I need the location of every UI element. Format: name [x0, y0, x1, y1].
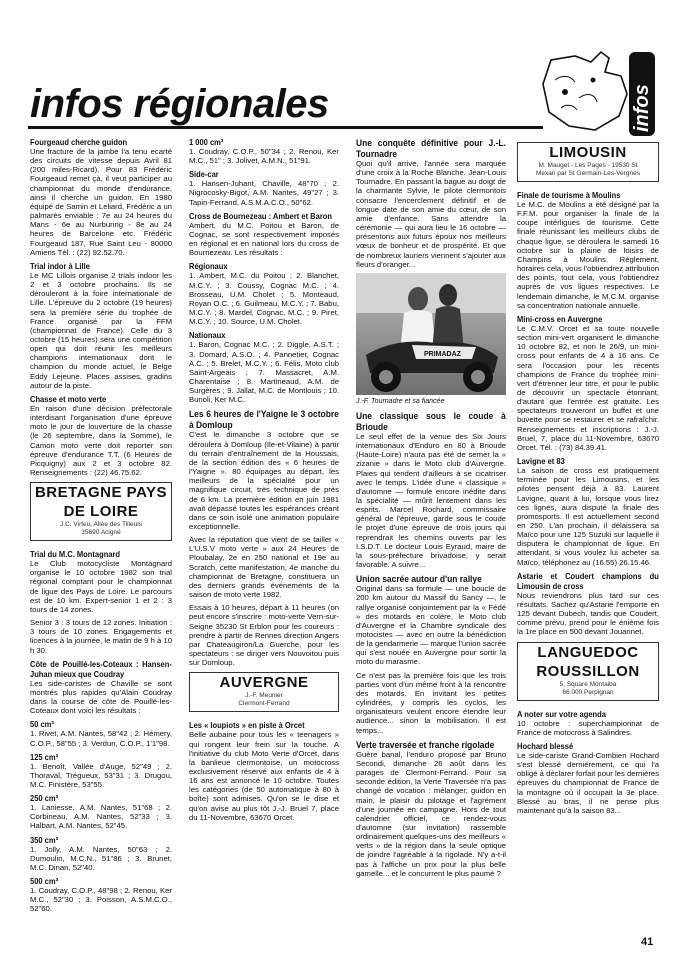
- article-paragraph: Le Club motocycliste Montagnard organise le 10 octobre 1982 son trial régional comptant pour le championnat de ligue des Pays de Loire. Le parcours est de 10 km. Expert-senior 1 et 2 : 3 tours de 14 zones.: [30, 559, 172, 614]
- couple-motorcycle-photo: [356, 273, 506, 395]
- section-heading: Side-car: [189, 169, 219, 180]
- section-heading: Les « loupiots » en piste à Orcet: [189, 720, 305, 731]
- section-heading: 500 cm³: [30, 876, 59, 887]
- article-paragraph: C'est le dimanche 3 octobre que se déroulera à Domloup (Ile-et-Vilaine) à partir du terrain d'entraînement de la Houssais, de la section édition des « 6 heures de l'Yaigne ». 80 équipages au départ, les meilleurs de la spécialité pour un magnifique circuit, très technique de près de 6 km. La première édition en juin 1981 avait dépassé toutes les espérances créant dans ce soin isolé une animation populaire exceptionnelle.: [189, 430, 339, 531]
- article-paragraph: Quoi qu'il arrive, l'année sera marquée d'une croix à la Roche Blanche. Jean-Louis Tournadre. En passant la bague au doigt de la charmante Sylvie, le pilote clermontois consacre l'encerclement définitif et de longue date de son amie du cœur, de son amie d'enfance. Sans attendre la cérémonie — qui aura lieu le 16 octobre — présentons aux futurs époux nos meilleurs vœux de bonheur et de prospérité. Et que de nombreux lauriers viennent s'ajouter aux fleurs d'oranger...: [356, 159, 506, 269]
- article-paragraph: En raison d'une décision préfectorale interdisant l'organisation d'une épreuve moto le jour de louverture de la chasse (le 26 septembre, dans la Somme), le Camon moto verte doit reporter son épreuve d'endurance T.T. (6 Heures de Picquigny) aux 2 et 3 octobre 82. Renseignements : (22) 46.75.62.: [30, 403, 172, 477]
- article-paragraph: 10 octobre : superchampionnat de France de motocross à Salindres.: [517, 718, 659, 737]
- region-title: BRETAGNE PAYS DE LOIRE: [34, 484, 168, 521]
- region-box: [189, 672, 339, 712]
- section-heading: Régionaux: [189, 261, 228, 272]
- section-heading: Fourgeaud cherche guidon: [30, 137, 128, 147]
- article-paragraph: Ambert, du M.C. Poitou et Baron, de Cognac, se sont respectivement imposés en régional et en national lors du cross de Bournezeau. Les résultats :: [189, 220, 339, 258]
- column-3: [356, 137, 506, 882]
- section-heading: Finale de tourisme à Moulins: [517, 190, 621, 200]
- section-heading: 50 cm³: [30, 719, 54, 730]
- page-title: infos régionales: [30, 82, 329, 126]
- column-2: [189, 137, 339, 826]
- section-heading: Nationaux: [189, 330, 226, 341]
- section-heading: Trial du M.C. Montagnard: [30, 549, 121, 560]
- article-paragraph: Le M.C. de Moulins a été désigné par la F.F.M. pour organiser la finale de la coupe intérligues de tourisme. Cette finale réunissant les meilleurs clubs de chaque ligue, se déroulera le samedi 16 octobre sur la plaine de loisirs de Champins à Moulins. Règlement, horaires cela, vous l'obtiendrez attribution des points, tout cela, vous l'obtiendrez auprès de vos ligues respectives. Le lendemain dimanche, le M.C.M. organise sa concentration nationale annuelle.: [517, 200, 659, 310]
- section-heading: Astarie et Coudert champions du Limousin de cross: [517, 570, 659, 591]
- region-address: Clermont-Ferrand: [238, 700, 290, 708]
- section-heading: Côte de Pouillé-les-Coteaux : Hansen-Juhan mieux que Coudray: [30, 658, 172, 679]
- article-paragraph: Senior 3 : 3 tours de 12 zones. Initiation : 3 tours de 10 zones. Engagements et licences à la journée, le matin de 9 h à 10 h 30.: [30, 618, 172, 655]
- section-heading: Une conquête définitive pour J.-L. Tournadre: [356, 137, 506, 159]
- section-heading: Verte traversée et franche rigolade: [356, 738, 495, 750]
- article-paragraph: 1. Jolly, A.M. Nantes, 50"63 ; 2. Dumoulin, M.C.N., 51"86 ; 3. Brunet, M.C. Dinan, 52"40.: [30, 844, 172, 872]
- region-box: [517, 642, 659, 701]
- article-paragraph: 1. Coudray, C.O.P., 50"34 ; 2. Renou, Ker M.C., 51" ; 3. Jolivet, A.M.N., 51"91.: [189, 147, 339, 166]
- section-heading: Chasse et moto verte: [30, 393, 107, 404]
- section-heading: Cross de Bournezeau : Ambert et Baron: [189, 210, 332, 221]
- region-title: AUVERGNE: [219, 674, 309, 692]
- article-paragraph: Le side-cariste Grand-Combien Hochard s'est blessé dernièrement, ce qui l'a obligé à déclarer forfait pour les dernières épreuves du championnat de France de la montagne où il occupait la 3e place. Blessé au bras, il ne pense plus maintenant qu'à la saison 83...: [517, 750, 659, 815]
- region-address: 35690 Acigné: [81, 529, 121, 537]
- article-paragraph: 1. Baron, Cognac M.C. ; 2. Diggle, A.S.T. ; 3. Domard, A.S.O. ; 4. Pannetier, Cognac A.C. ; 5. Brelet, M.C.Y. ; 6. Félis, Moto club Saint-Argeais ; 7. Massacret, A.M. Charentaise ; 8. Martineaud, A.M. de Surgères ; 9. Jallat, M.C. de Montlouis ; 10. Burioli, Ker M.C.: [189, 340, 339, 405]
- region-address: Mexan par St Germain-Les-Vergnes: [535, 170, 641, 177]
- section-heading: Une classique sous le coude à Brioude: [356, 409, 506, 432]
- section-heading: 250 cm³: [30, 793, 59, 804]
- section-heading: 125 cm³: [30, 751, 59, 762]
- article-paragraph: Avec la réputation que vient de se tailler « L'U.S.V moto verte » aux 24 Heures de Ploubalay, 2e en 250 national et 19e au Scratch, cette manifestation, 4e manche du championnat de Bretagne, constituera un des derniers grands événements de la saison de moto verte 1982.: [189, 535, 339, 600]
- region-box: [30, 482, 172, 541]
- photo-block: [356, 273, 506, 406]
- region-correspondent: 5, Square Montaiba: [559, 680, 617, 688]
- region-title: LIMOUSIN: [549, 144, 627, 161]
- article-paragraph: Essais à 10 heures, départ à 11 heures (on peut encore s'inscrire : moto-verte Vern-sur-Seigne 35230 St Erblon pour les coureurs : prendre à partir de Rennes direction Angers par Chateaugiron/La Guerche, pour les spectateurs : se diriger vers Nouvoitou puis sur Domloup.: [189, 603, 339, 668]
- column-1: [30, 137, 172, 918]
- article-paragraph: 1. Laniesse, A.M. Nantes, 51"68 ; 2. Corbineau, A.M. Nantes, 52"33 ; 3. Halbart, A.M. Nantes, 52"45.: [30, 803, 172, 831]
- photo-caption: J.-F. Tournadre et sa fiancée: [356, 397, 445, 405]
- section-heading: Les 6 heures de l'Yaigne le 3 octobre à Domloup: [189, 408, 339, 431]
- section-heading: Mini-cross en Auvergne: [517, 313, 603, 324]
- infos-badge-logo: [535, 46, 660, 141]
- article-paragraph: Belle aubaine pour tous les « teenagers » qui rongent leur frein sur la touche. A l'initiative du club Moto Verte d'Orcet, dans la banlieue clermontoise, un motocross exclusivement réservé aux enfants de 4 à 16 ans est annoncé le 10 octobre. Toutes les catégories (de 50 automatique à 80 à boîte) sont admises. Qu'on se le dise et qu'on avise au plus tôt J.-J. Bruel 7, place du 11-Novembre, 63670 Orcet.: [189, 730, 339, 822]
- article-paragraph: Une fracture de la jambe l'a tenu ecarté des circuits de vitesse depuis Avril 81 (200 miles-Ricard). Pour 83 Frédéric Fourgeaud remet çà, il veut participer au championnat du monde d'endurance, ainsi il cherche un guidon. En 1980 équipé de Samin et Leliard, Frédéric a un palmarès enviable : 7e au 24 heures du Mans - 6e au Nurburing - 8e au 24 heures de Barcelone etc. Frédéric Fourgeaud 187, Rue Saint Leu - 80000 Amiens Tél. : (22) 92.52.70.: [30, 147, 172, 257]
- article-paragraph: 1. Ambert, M.C. du Poitou ; 2. Blanchet, M.C.Y. ; 3. Coussy, Cognac M.C. ; 4. Brosseau, U.M. Cholet ; 5. Monteaud, Royan O.C. ; 6. Guilmeau, M.C.Y. ; 7. Babu, M.C.Y. ; 8. Mardel, Cognac, M.C. ; 9. Piret, M.C.Y. ; 10. Source, U.M. Cholet.: [189, 271, 339, 327]
- section-heading: Union sacrée autour d'un rallye: [356, 573, 482, 585]
- region-correspondent: J.C. Virfeu, Allée des Tilleuls: [60, 521, 142, 529]
- article-paragraph: Nous reviendrons plus tard sur ces résultats. Sachez qu'Astarie l'emporte en 125 devant Dubech, tandis que Coudert, comme prévu, prend pour le énième fois la 1re place en 500 devant Jouannet.: [517, 590, 659, 637]
- article-paragraph: Guère banal, l'enduro proposé par Bruno Secondi, dimanche 26 août dans les parages de Clermont-Ferrand. Pour sa seconde édition, la Verte Traversée n'a pas changé de vocation : mélanger, guidon en main, le plaisir du pilotage et l'agrément d'une journée en campagne. Hors de tout calendrier officiel, ce rendez-vous d'automne (sur invitation) rassemble ordinairement quelques-uns des meilleurs « verts » de la région dans la seule optique de joindre l'agréable à la rigolade. N'y a-t-il pas à l'affiche un prix pour la plus belle gamelle... et le concurrent le plus paumé ?: [356, 749, 506, 878]
- section-heading: Trial indor à Lille: [30, 260, 90, 271]
- infos-badge-text: infos: [631, 84, 653, 132]
- section-heading: Lavigne et 83: [517, 456, 565, 467]
- region-box: [517, 142, 659, 182]
- fairing-lettering: PRIMADAZ: [424, 350, 461, 358]
- section-heading: A noter sur votre agenda: [517, 708, 606, 719]
- article-paragraph: Le seul effet de la venue des Six Jours internationaux d'Enduro en 80 à Brioude (Haute-Loire) n'aura pas été de semer la « zizanie » dans le Moto club d'Auvergne. Plaies qui tendent d'ailleurs à se cicatriser avec le temps. L'idée d'une « classique » d'automne — formule encore inédite dans la spécialité — mûrit lentement dans les esprits. Marcel Rochard, commissaire général de l'épreuve, garde sous le coude le projet d'une épreuve de trois jours qui reprendrait les chemins ouverts par les I.S.D.T. Le docteur Louis Eyraud, maire de la sous-préfecture brivadoise, y serait favorable. A suivre...: [356, 431, 506, 570]
- article-paragraph: Les side-caristes de Chaville se sont montrés plus rapides qu'Alain Coudray dans la course de côte de Pouillé-les-Coteaux dont voici les résultats :: [30, 678, 172, 716]
- article-paragraph: Le C.M.V. Orcet et sa toute nouvelle section mini-vert organisent le dimanche 10 octobre 82, et non le 26/9, un mini-cross pour enfants de 4 à 16 ans. Ce sera l'occasion pour les récents champions de France du trophée mini-vert d'étrenner leur titre, et pour le public de découvrir un spectacle étonnant, d'autant que l'entrée est gratuite. Les spectateurs trouveront un buffet et une buvette pour se restaurer et se rafraîchir. Renseignements et inscriptions : J.-J. Bruel, 7, place du 11-Novembre, 63670 Orcet. Tél. : (73) 84.39.41.: [517, 323, 659, 452]
- article-paragraph: Le MC Lillois organise 2 trials indoor les 2 et 3 octobre prochains. Ils se dérouleront à la foire internationale de Lille. L'épreuve du 2 octobre (19 heures) sera la première série du trophée de France organisé par la FFM (championnat de France). Celle du 3 octobre (15 heures) sera une compétition open qui doit réunir les meilleurs champions internationaux dont le champion du monde actuel, le Belge Eddy Lejeune. Places assises, gradins autour de la piste.: [30, 270, 172, 390]
- article-paragraph: Ce n'est pas la première fois que les trois parties vont d'un même front à la rencontre des motards. En invitant les petites cylindrées, y compris les cyclos, les organisateurs veulent encore étendre leur audience... sinon la mobilisation. Il est temps...: [356, 670, 506, 735]
- page-number: 41: [641, 936, 654, 948]
- article-paragraph: La saison de cross est pratiquement terminée pour les Limousins, et les pilotes pensent déjà à 83. Laurent Lavigne, quant à lui, lorsque vous lirez ces lignes, aura disputé la finale des promosports. Il est actuellement second en 250. L'an prochain, il délaissera sa Maïco pour une 125 Suzuki sur laquelle il disputera le championnat de ligue. En attendant, si vous voulez lui acheter sa Maïco, téléphonez au (16.55) 26.15.46.: [517, 466, 659, 567]
- section-heading: 350 cm³: [30, 834, 59, 845]
- region-correspondent: M. Mauget - Les Pages - 19530 St: [538, 162, 638, 169]
- column-4: [517, 137, 659, 819]
- article-paragraph: 1. Coudray, C.O.P., 48"98 ; 2. Renou, Ker M.C., 52"30 ; 3. Poisson, A.S.M.C.O., 52"60.: [30, 886, 172, 914]
- region-title: LANGUEDOC ROUSSILLON: [536, 643, 640, 680]
- article-paragraph: 1. Rivet, A.M. Nantes, 58"42 ; 2. Hémery, C.O.P., 58"55 ; 3. Verdun, C.O.P., 1'1"98.: [30, 729, 172, 748]
- article-paragraph: 1. Hansen-Juhant, Chaville, 48"70 ; 2. Nigrocosky-Bigot, A.M. Nantes, 49"27 ; 3. Tapin-Ferrand, A.S.M.A.C.O., 50"62.: [189, 179, 339, 207]
- section-heading: 1 000 cm³: [189, 137, 224, 147]
- region-address: 66 000 Perpignan: [562, 688, 614, 696]
- article-paragraph: Original dans sa formule — une boucle de 200 km autour du Massif du Sancy —, le rallye organisé conjointement par la « Fédé » des motards en colère, le Moto club d'Auvergne et la Chambre syndicale des motocistes — avec en outre la bénédiction de la gendarmerie — marque l'union sacrée qui s'est nouée en Auvergne pour sortir la moto du marasme.: [356, 584, 506, 667]
- article-paragraph: 1. Benoît, Vallée d'Auge, 52"49 ; 2. Thoraval, Trégueux, 53"31 ; 3. Drugou, M.C. Finistère, 53"55.: [30, 761, 172, 789]
- title-rule: [28, 126, 543, 129]
- section-heading: Hochard blessé: [517, 740, 574, 751]
- region-correspondent: J.-F. Meunier: [245, 692, 283, 700]
